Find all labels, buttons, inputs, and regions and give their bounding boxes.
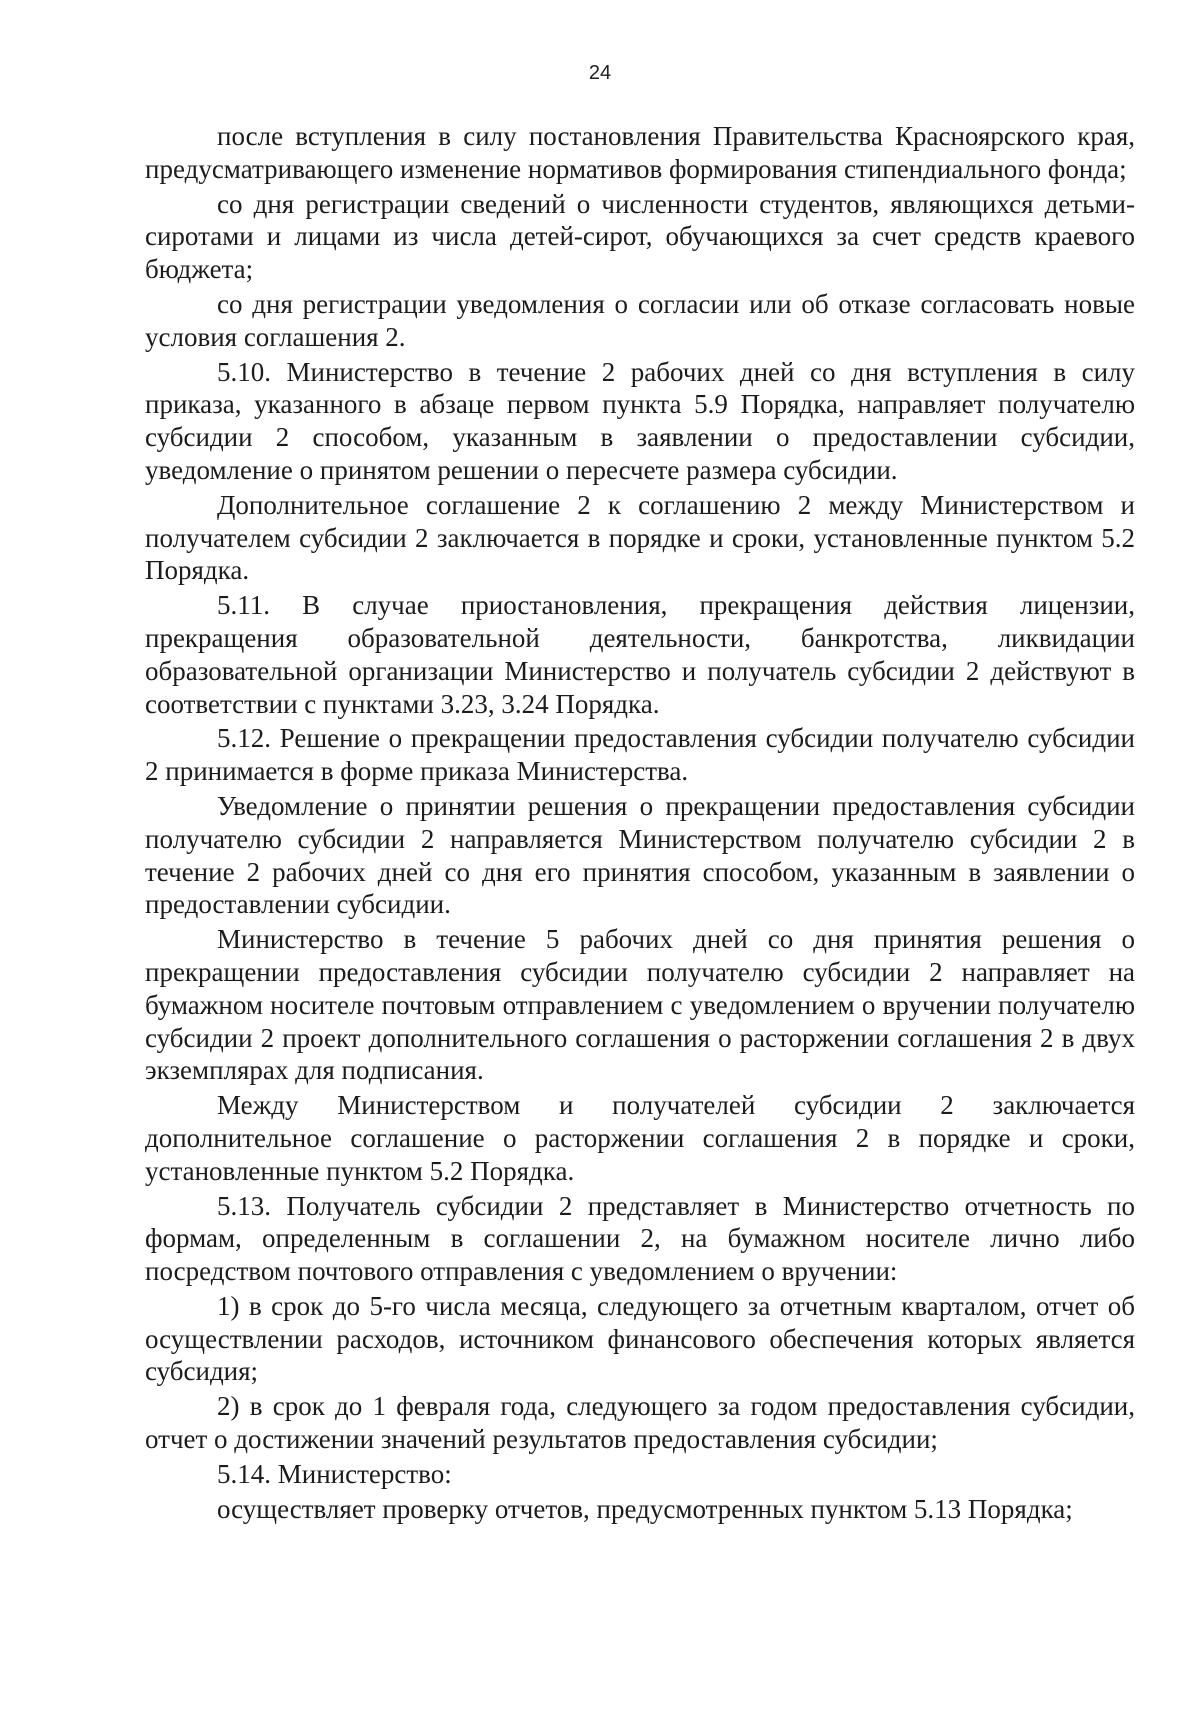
paragraph: со дня регистрации уведомления о согласии или об отказе согласовать новые условия соглашения 2. (145, 288, 1135, 352)
paragraph: 2) в срок до 1 февраля года, следующего за годом предоставления субсидии, отчет о достижении значений результатов предоставления субсидии; (145, 1391, 1135, 1455)
paragraph: после вступления в силу постановления Правительства Красноярского края, предусматривающего изменение нормативов формирования стипендиального фонда; (145, 121, 1135, 184)
page-number: 24 (588, 62, 612, 84)
paragraph: 5.11. В случае приостановления, прекращения действия лицензии, прекращения образовательной деятельности, банкротства, ликвидации образовательной организации Министерство и получатель субсидии 2 действуют в соответствии с пунктами 3.23, 3.24 Порядка. (145, 590, 1135, 719)
paragraph: 5.10. Министерство в течение 2 рабочих дней со дня вступления в силу приказа, указанного в абзаце первом пункта 5.9 Порядка, направляет получателю субсидии 2 способом, указанным в заявлении о предоставлении субсидии, уведомление о принятом решении о пересчете размера субсидии. (145, 356, 1135, 485)
paragraph: осуществляет проверку отчетов, предусмотренных пунктом 5.13 Порядка; (217, 1493, 1073, 1524)
paragraph: 5.13. Получатель субсидии 2 представляет в Министерство отчетность по формам, определенным в соглашении 2, на бумажном носителе лично либо посредством почтового отправления с уведомлением о вручении: (145, 1190, 1135, 1287)
paragraph: 5.14. Министерство: (217, 1458, 452, 1489)
paragraph: Между Министерством и получателей субсидии 2 заключается дополнительное соглашение о расторжении соглашения 2 в порядке и сроки, установленные пунктом 5.2 Порядка. (145, 1090, 1135, 1186)
paragraph: Уведомление о принятии решения о прекращении предоставления субсидии получателю субсидии 2 направляется Министерством получателю субсидии 2 в течение 2 рабочих дней со дня его принятия способом, указанным в заявлении о предоставлении субсидии. (145, 790, 1135, 920)
paragraph: со дня регистрации сведений о численности студентов, являющихся детьми-сиротами и лицами из числа детей-сирот, обучающихся за счет средств краевого бюджета; (145, 188, 1135, 285)
paragraph: 1) в срок до 5-го числа месяца, следующего за отчетным кварталом, отчет об осуществлении расходов, источником финансового обеспечения которых является субсидия; (145, 1290, 1135, 1387)
paragraph: 5.12. Решение о прекращении предоставления субсидии получателю субсидии 2 принимается в форме приказа Министерства. (145, 723, 1135, 787)
paragraph: Дополнительное соглашение 2 к соглашению 2 между Министерством и получателем субсидии 2 заключается в порядке и сроки, установленные пунктом 5.2 Порядка. (145, 489, 1135, 586)
document-body (145, 120, 1135, 1525)
paragraph: Министерство в течение 5 рабочих дней со дня принятия решения о прекращении предоставления субсидии получателю субсидии 2 направляет на бумажном носителе почтовым отправлением с уведомлением о вручении получателю субсидии 2 проект дополнительного соглашения о расторжении соглашения 2 в двух экземплярах для подписания. (145, 924, 1135, 1086)
